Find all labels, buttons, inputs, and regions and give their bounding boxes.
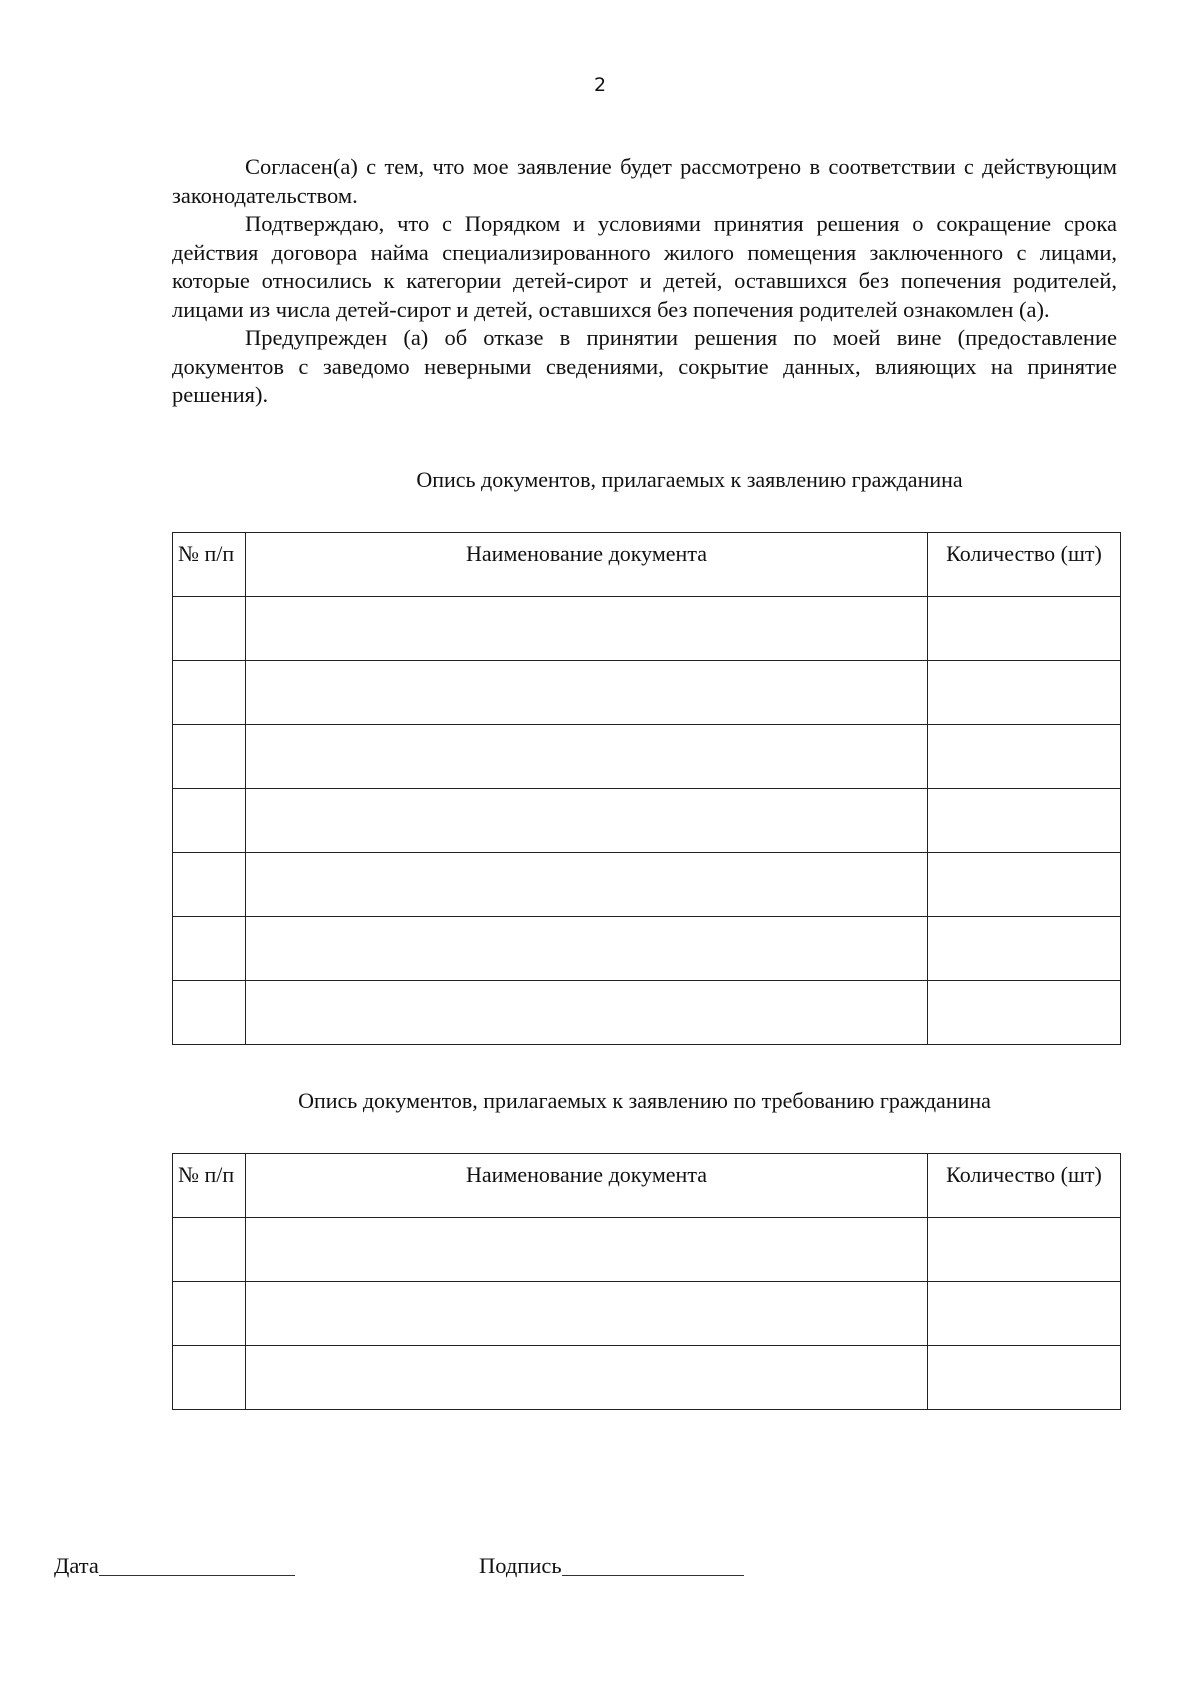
table-row	[173, 789, 1121, 853]
cell-document-name[interactable]	[246, 1218, 928, 1282]
header-quantity: Количество (шт)	[928, 533, 1121, 597]
cell-quantity[interactable]	[928, 981, 1121, 1045]
cell-document-name[interactable]	[246, 917, 928, 981]
cell-document-name[interactable]	[246, 789, 928, 853]
cell-number[interactable]	[173, 789, 246, 853]
header-number: № п/п	[173, 533, 246, 597]
table-row	[173, 725, 1121, 789]
table-row	[173, 597, 1121, 661]
cell-document-name[interactable]	[246, 981, 928, 1045]
header-document-name: Наименование документа	[246, 533, 928, 597]
signature-blank-line[interactable]	[562, 1553, 744, 1576]
cell-document-name[interactable]	[246, 853, 928, 917]
cell-quantity[interactable]	[928, 917, 1121, 981]
table-header-row	[173, 533, 1121, 597]
signature-label: Подпись	[479, 1553, 562, 1578]
cell-number[interactable]	[173, 1282, 246, 1346]
cell-quantity[interactable]	[928, 1282, 1121, 1346]
cell-number[interactable]	[173, 1218, 246, 1282]
requested-documents-title: Опись документов, прилагаемых к заявлению по требованию гражданина	[298, 1088, 991, 1113]
cell-quantity[interactable]	[928, 725, 1121, 789]
cell-number[interactable]	[173, 597, 246, 661]
header-document-name: Наименование документа	[246, 1154, 928, 1218]
cell-document-name[interactable]	[246, 1282, 928, 1346]
date-field	[54, 1553, 295, 1579]
cell-number[interactable]	[173, 853, 246, 917]
requested-documents-table	[172, 1153, 1121, 1410]
table-row	[173, 1346, 1121, 1410]
table-row	[173, 1218, 1121, 1282]
table-row	[173, 1282, 1121, 1346]
table-row	[173, 917, 1121, 981]
citizen-documents-table	[172, 532, 1121, 1045]
consent-paragraph: Согласен(а) с тем, что мое заявление будет рассмотрено в соответствии с действующим законодательством.	[172, 154, 1117, 208]
citizen-documents-title: Опись документов, прилагаемых к заявлению гражданина	[416, 467, 963, 492]
cell-document-name[interactable]	[246, 1346, 928, 1410]
statement-text	[172, 153, 1117, 410]
cell-number[interactable]	[173, 917, 246, 981]
cell-quantity[interactable]	[928, 1218, 1121, 1282]
warning-paragraph: Предупрежден (а) об отказе в принятии решения по моей вине (предоставление документов с заведомо неверными сведениями, сокрытие данных, влияющих на принятие решения).	[172, 325, 1117, 407]
table-row	[173, 853, 1121, 917]
table-row	[173, 661, 1121, 725]
header-quantity: Количество (шт)	[928, 1154, 1121, 1218]
page-number: 2	[593, 74, 607, 96]
cell-quantity[interactable]	[928, 789, 1121, 853]
cell-number[interactable]	[173, 725, 246, 789]
cell-document-name[interactable]	[246, 597, 928, 661]
cell-number[interactable]	[173, 981, 246, 1045]
cell-quantity[interactable]	[928, 661, 1121, 725]
date-blank-line[interactable]	[99, 1553, 295, 1576]
cell-quantity[interactable]	[928, 597, 1121, 661]
cell-document-name[interactable]	[246, 661, 928, 725]
cell-number[interactable]	[173, 1346, 246, 1410]
table-header-row	[173, 1154, 1121, 1218]
cell-number[interactable]	[173, 661, 246, 725]
cell-document-name[interactable]	[246, 725, 928, 789]
cell-quantity[interactable]	[928, 1346, 1121, 1410]
date-label: Дата	[54, 1553, 99, 1578]
header-number: № п/п	[173, 1154, 246, 1218]
cell-quantity[interactable]	[928, 853, 1121, 917]
signature-field	[479, 1553, 744, 1579]
confirmation-paragraph: Подтверждаю, что с Порядком и условиями принятия решения о сокращение срока действия договора найма специализированного жилого помещения заключенного с лицами, которые относились к категории детей-сирот и детей, оставшихся без попечения родителей, лицами из числа детей-сирот и детей, оставшихся без попечения родителей ознакомлен (а).	[172, 211, 1117, 322]
table-row	[173, 981, 1121, 1045]
